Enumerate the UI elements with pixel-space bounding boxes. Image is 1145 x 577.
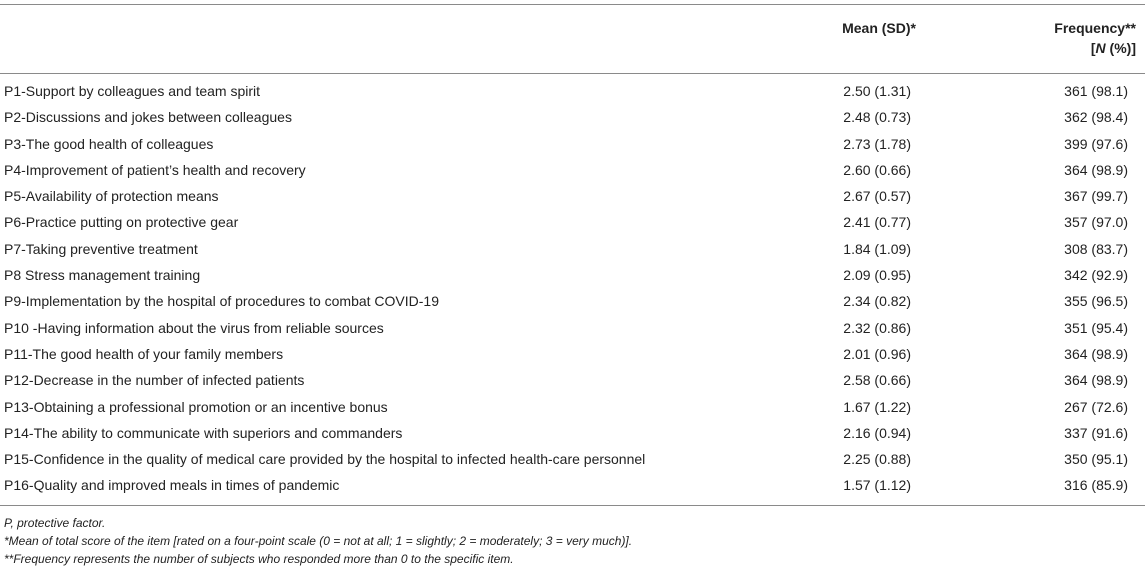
table-row	[0, 318, 1145, 344]
table-row	[0, 265, 1145, 291]
mean-sd-value: 2.73 (1.78)	[843, 135, 911, 152]
frequency-value: 342 (92.9)	[1064, 267, 1128, 284]
header-rule	[0, 73, 1145, 74]
item-label: P9-Implementation by the hospital of procedures to combat COVID-19	[4, 293, 439, 310]
table-row	[0, 212, 1145, 238]
frequency-value: 350 (95.1)	[1064, 451, 1128, 468]
mean-sd-value: 2.41 (0.77)	[843, 214, 911, 231]
table-row	[0, 397, 1145, 423]
item-label: P11-The good health of your family members	[4, 345, 284, 362]
table-row	[0, 239, 1145, 265]
frequency-value: 361 (98.1)	[1064, 83, 1128, 99]
table-row	[0, 370, 1145, 396]
item-label: P3-The good health of colleagues	[4, 135, 214, 152]
item-label: P8 Stress management training	[4, 267, 201, 284]
item-label: P15-Confidence in the quality of medical care provided by the hospital to infected health-care personnel	[4, 451, 646, 468]
frequency-value: 308 (83.7)	[1064, 240, 1128, 257]
mean-sd-header: Mean (SD)*	[842, 20, 916, 36]
mean-sd-value: 2.32 (0.86)	[843, 319, 911, 336]
frequency-header-open-bracket: [	[1090, 40, 1096, 56]
mean-sd-value: 2.60 (0.66)	[843, 161, 911, 178]
table-row	[0, 81, 1145, 107]
table-row	[0, 107, 1145, 133]
table-row	[0, 134, 1145, 160]
top-rule	[0, 4, 1145, 5]
mean-sd-value: 1.84 (1.09)	[843, 240, 911, 257]
table-row	[0, 423, 1145, 449]
mean-sd-value: 2.01 (0.96)	[843, 345, 911, 362]
mean-sd-value: 2.34 (0.82)	[843, 293, 911, 310]
frequency-value: 367 (99.7)	[1064, 188, 1128, 205]
frequency-value: 364 (98.9)	[1064, 161, 1128, 178]
mean-sd-value: 2.09 (0.95)	[843, 267, 911, 284]
item-label: P13-Obtaining a professional promotion or an incentive bonus	[4, 398, 388, 415]
frequency-header-line1: Frequency**	[1054, 20, 1136, 36]
item-label: P16-Quality and improved meals in times of pandemic	[4, 477, 340, 494]
table-body	[0, 81, 1145, 502]
frequency-value: 364 (98.9)	[1064, 345, 1128, 362]
footnote-abbreviation: P, protective factor.	[4, 516, 106, 530]
table-row	[0, 344, 1145, 370]
frequency-value: 362 (98.4)	[1064, 109, 1128, 126]
item-label: P5-Availability of protection means	[4, 188, 219, 205]
mean-sd-value: 2.25 (0.88)	[843, 451, 911, 468]
frequency-value: 316 (85.9)	[1064, 477, 1128, 494]
mean-sd-value: 1.67 (1.22)	[843, 398, 911, 415]
table-row	[0, 291, 1145, 317]
frequency-value: 337 (91.6)	[1064, 424, 1128, 441]
bottom-rule	[0, 505, 1145, 506]
item-label: P10 -Having information about the virus from reliable sources	[4, 319, 384, 336]
item-label: P1-Support by colleagues and team spirit	[4, 83, 261, 99]
frequency-header-n: N	[1095, 40, 1106, 56]
table-row	[0, 160, 1145, 186]
footnote-mean: *Mean of total score of the item [rated on a four-point scale (0 = not at all; 1 = slightly; 2 = moderately; 3 = very much)].	[4, 534, 633, 548]
frequency-value: 364 (98.9)	[1064, 372, 1128, 389]
mean-sd-value: 2.48 (0.73)	[843, 109, 911, 126]
item-label: P12-Decrease in the number of infected patients	[4, 372, 305, 389]
frequency-header	[960, 18, 1136, 58]
mean-sd-value: 2.58 (0.66)	[843, 372, 911, 389]
table-row	[0, 475, 1145, 501]
item-label: P7-Taking preventive treatment	[4, 240, 198, 257]
mean-sd-value: 1.57 (1.12)	[843, 477, 911, 494]
item-label: P6-Practice putting on protective gear	[4, 214, 239, 231]
item-label: P4-Improvement of patient’s health and recovery	[4, 161, 306, 178]
mean-sd-value: 2.16 (0.94)	[843, 424, 911, 441]
frequency-value: 351 (95.4)	[1064, 319, 1128, 336]
item-label: P2-Discussions and jokes between colleagues	[4, 109, 292, 126]
frequency-value: 355 (96.5)	[1064, 293, 1128, 310]
table-row	[0, 449, 1145, 475]
frequency-header-percent: (%)]	[1105, 40, 1136, 56]
footnote-frequency: **Frequency represents the number of subjects who responded more than 0 to the specific item.	[4, 552, 514, 566]
item-label: P14-The ability to communicate with superiors and commanders	[4, 424, 403, 441]
mean-sd-value: 2.67 (0.57)	[843, 188, 911, 205]
mean-sd-value: 2.50 (1.31)	[843, 83, 911, 99]
table-row	[0, 186, 1145, 212]
frequency-header-line2	[960, 38, 1136, 58]
frequency-value: 357 (97.0)	[1064, 214, 1128, 231]
frequency-value: 267 (72.6)	[1064, 398, 1128, 415]
frequency-value: 399 (97.6)	[1064, 135, 1128, 152]
footnotes	[4, 514, 632, 568]
